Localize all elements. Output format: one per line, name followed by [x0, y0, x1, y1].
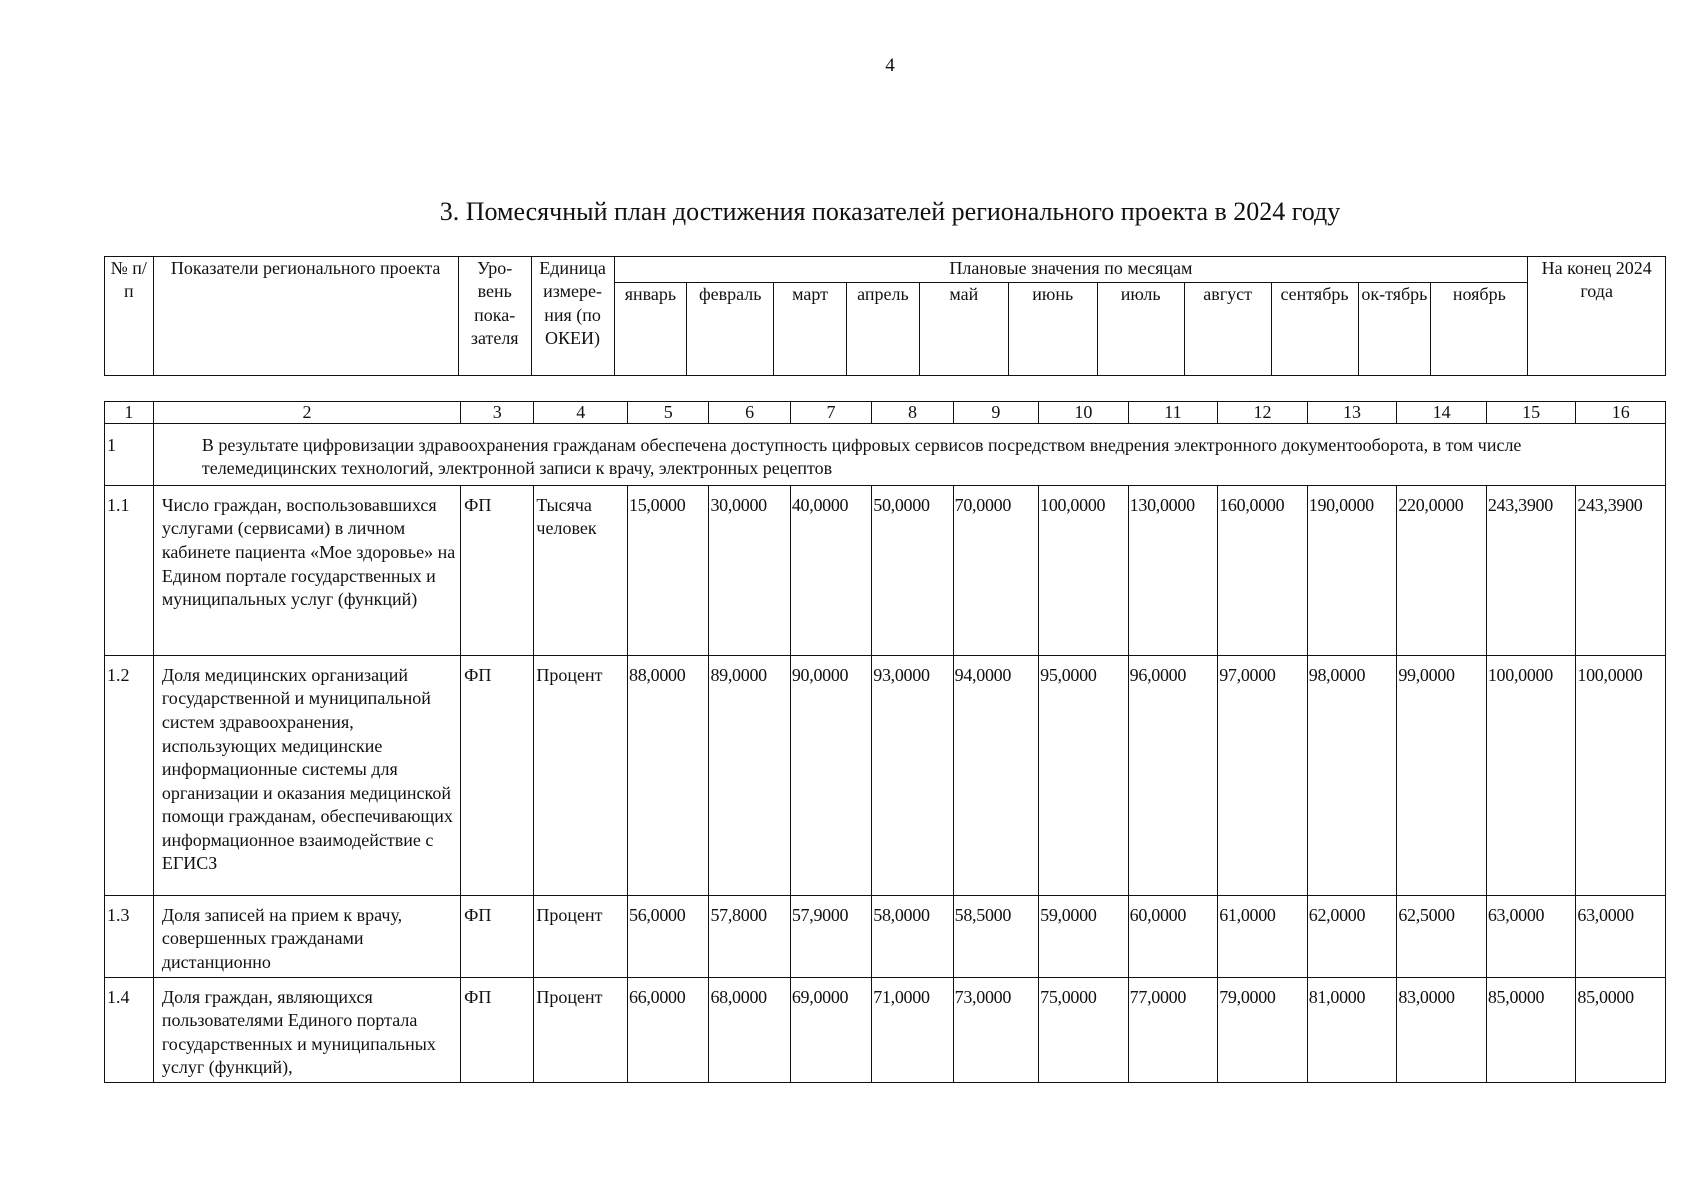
value-cell: 83,0000	[1397, 977, 1487, 1082]
value-cell: 81,0000	[1307, 977, 1397, 1082]
indicator-name: Доля записей на прием к врачу, совершенных гражданами дистанционно	[153, 895, 460, 977]
indicator-unit: Процент	[534, 977, 628, 1082]
month-header: март	[774, 283, 847, 376]
month-header: июль	[1097, 283, 1184, 376]
section-row	[105, 424, 1666, 486]
column-number: 3	[461, 402, 534, 424]
value-cell: 94,0000	[953, 655, 1038, 895]
indicator-unit: Процент	[534, 655, 628, 895]
indicator-name: Доля медицинских организаций государственной и муниципальной систем здравоохранения, использующих медицинские информационные системы для организации и оказания медицинской помощи гражданам, обеспечивающих информационное взаимодействие с ЕГИСЗ	[153, 655, 460, 895]
value-cell: 58,0000	[872, 895, 953, 977]
value-cell: 93,0000	[872, 655, 953, 895]
value-cell: 56,0000	[628, 895, 709, 977]
value-cell: 85,0000	[1486, 977, 1576, 1082]
indicator-level: ФП	[461, 655, 534, 895]
value-cell: 90,0000	[790, 655, 871, 895]
indicator-unit: Процент	[534, 895, 628, 977]
page-title: 3. Помесячный план достижения показателей регионального проекта в 2024 году	[439, 197, 1341, 226]
header-num: № п/п	[105, 257, 154, 376]
value-cell: 71,0000	[872, 977, 953, 1082]
value-cell: 79,0000	[1218, 977, 1308, 1082]
month-header: апрель	[847, 283, 920, 376]
value-cell: 58,5000	[953, 895, 1038, 977]
month-header: ноябрь	[1431, 283, 1528, 376]
value-cell: 62,5000	[1397, 895, 1487, 977]
column-number: 4	[534, 402, 628, 424]
column-number: 11	[1128, 402, 1218, 424]
value-cell: 97,0000	[1218, 655, 1308, 895]
value-cell: 88,0000	[628, 655, 709, 895]
indicator-level: ФП	[461, 895, 534, 977]
value-cell: 60,0000	[1128, 895, 1218, 977]
value-cell: 96,0000	[1128, 655, 1218, 895]
row-id: 1.1	[105, 485, 154, 655]
value-cell: 62,0000	[1307, 895, 1397, 977]
value-cell: 70,0000	[953, 485, 1038, 655]
value-cell: 59,0000	[1039, 895, 1129, 977]
header-unit: Единица измере-ния (по ОКЕИ)	[531, 257, 614, 376]
data-table	[104, 401, 1666, 1083]
column-number: 10	[1039, 402, 1129, 424]
value-cell: 69,0000	[790, 977, 871, 1082]
value-cell: 73,0000	[953, 977, 1038, 1082]
value-cell: 57,8000	[709, 895, 790, 977]
column-numbers-row	[105, 402, 1666, 424]
value-cell: 75,0000	[1039, 977, 1129, 1082]
section-id: 1	[105, 424, 154, 486]
value-cell: 99,0000	[1397, 655, 1487, 895]
month-header: май	[919, 283, 1008, 376]
column-number: 15	[1486, 402, 1576, 424]
page-number: 4	[885, 55, 895, 76]
value-cell: 100,0000	[1576, 655, 1666, 895]
value-cell: 15,0000	[628, 485, 709, 655]
value-cell: 63,0000	[1576, 895, 1666, 977]
value-cell: 190,0000	[1307, 485, 1397, 655]
header-planned: Плановые значения по месяцам	[614, 257, 1528, 283]
value-cell: 243,3900	[1576, 485, 1666, 655]
column-number: 9	[953, 402, 1038, 424]
value-cell: 95,0000	[1039, 655, 1129, 895]
value-cell: 57,9000	[790, 895, 871, 977]
month-header: январь	[614, 283, 687, 376]
indicator-name: Доля граждан, являющихся пользователями Единого портала государственных и муниципальных услуг (функций),	[153, 977, 460, 1082]
indicator-name: Число граждан, воспользовавшихся услугами (сервисами) в личном кабинете пациента «Мое здоровье» на Едином портале государственных и муниципальных услуг (функций)	[153, 485, 460, 655]
header-indicators: Показатели регионального проекта	[153, 257, 458, 376]
column-number: 13	[1307, 402, 1397, 424]
indicator-level: ФП	[461, 977, 534, 1082]
value-cell: 63,0000	[1486, 895, 1576, 977]
indicator-unit: Тысяча человек	[534, 485, 628, 655]
column-number: 6	[709, 402, 790, 424]
section-text: В результате цифровизации здравоохранения гражданам обеспечена доступность цифровых сервисов посредством внедрения электронного документооборота, в том числе телемедицинских технологий, электронной записи к врачу, электронных рецептов	[153, 424, 1665, 486]
value-cell: 61,0000	[1218, 895, 1308, 977]
value-cell: 130,0000	[1128, 485, 1218, 655]
header-end: На конец 2024 года	[1528, 257, 1666, 376]
column-number: 8	[872, 402, 953, 424]
value-cell: 98,0000	[1307, 655, 1397, 895]
row-id: 1.2	[105, 655, 154, 895]
table-row	[105, 977, 1666, 1082]
month-header: ок-тябрь	[1358, 283, 1431, 376]
column-number: 16	[1576, 402, 1666, 424]
month-header: февраль	[687, 283, 774, 376]
table-row	[105, 655, 1666, 895]
column-number: 7	[790, 402, 871, 424]
indicator-level: ФП	[461, 485, 534, 655]
value-cell: 85,0000	[1576, 977, 1666, 1082]
value-cell: 40,0000	[790, 485, 871, 655]
value-cell: 30,0000	[709, 485, 790, 655]
month-header: сентябрь	[1271, 283, 1358, 376]
value-cell: 66,0000	[628, 977, 709, 1082]
row-id: 1.3	[105, 895, 154, 977]
value-cell: 89,0000	[709, 655, 790, 895]
column-number: 1	[105, 402, 154, 424]
row-id: 1.4	[105, 977, 154, 1082]
table-row	[105, 485, 1666, 655]
table-header	[104, 256, 1666, 376]
value-cell: 68,0000	[709, 977, 790, 1082]
table-row	[105, 895, 1666, 977]
header-level: Уро-вень пока-зателя	[458, 257, 531, 376]
column-number: 12	[1218, 402, 1308, 424]
month-header: июнь	[1008, 283, 1097, 376]
column-number: 14	[1397, 402, 1487, 424]
value-cell: 220,0000	[1397, 485, 1487, 655]
value-cell: 160,0000	[1218, 485, 1308, 655]
value-cell: 50,0000	[872, 485, 953, 655]
column-number: 2	[153, 402, 460, 424]
value-cell: 100,0000	[1486, 655, 1576, 895]
value-cell: 77,0000	[1128, 977, 1218, 1082]
month-header: август	[1184, 283, 1271, 376]
column-number: 5	[628, 402, 709, 424]
value-cell: 100,0000	[1039, 485, 1129, 655]
value-cell: 243,3900	[1486, 485, 1576, 655]
